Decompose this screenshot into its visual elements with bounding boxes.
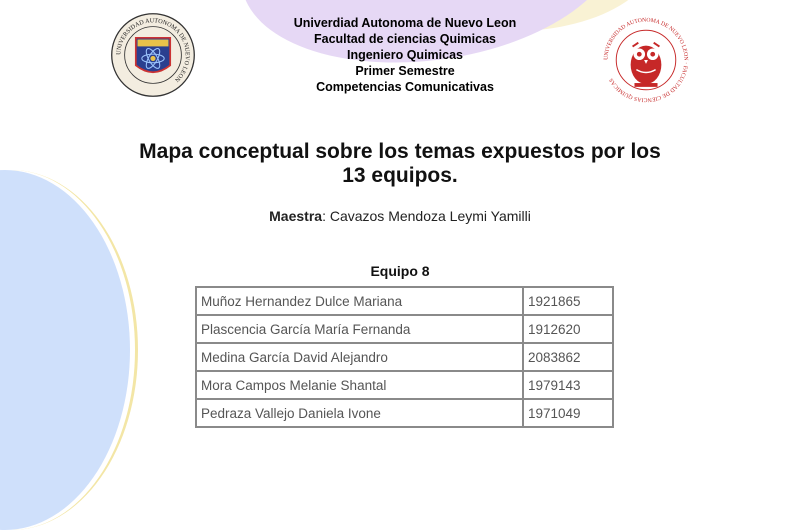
member-id-cell: 1921865 [523,287,613,315]
table-row [196,287,613,315]
table-row [196,371,613,399]
member-id-cell: 2083862 [523,343,613,371]
program-name: Ingeniero Quimicas [346,48,463,62]
member-name-cell: Mora Campos Melanie Shantal [196,371,523,399]
member-id-cell: 1912620 [523,315,613,343]
uanl-seal-text: UNIVERSIDAD AUTONOMA DE NUEVO LEON [115,17,191,84]
uanl-seal-icon [110,12,196,98]
institution-header [230,15,580,95]
member-name-cell: Medina García David Alejandro [196,343,523,371]
table-row [196,343,613,371]
title-line-2: 13 equipos. [342,164,458,187]
faculty-name: Facultad de ciencias Quimicas [313,32,497,46]
teacher-line [150,208,650,224]
fcq-seal-text: UNIVERSIDAD AUTONOMA DE NUEVO LEON · FACULTAD DE CIENCIAS QUIMICAS [603,17,689,103]
semester: Primer Semestre [355,64,455,78]
member-name-cell: Plascencia García María Fernanda [196,315,523,343]
fcq-owl-icon [598,12,694,108]
member-name-cell: Muñoz Hernandez Dulce Mariana [196,287,523,315]
title-line-1: Mapa conceptual sobre los temas expuestos por los [139,140,661,163]
member-id-cell: 1979143 [523,371,613,399]
teacher-name: : Cavazos Mendoza Leymi Yamilli [322,208,531,224]
teacher-label: Maestra [269,208,323,224]
table-row [196,315,613,343]
table-row [196,399,613,427]
page-title [80,140,720,188]
course-name: Competencias Comunicativas [316,80,494,94]
member-id-cell: 1971049 [523,399,613,427]
decorative-blob-edge [0,170,138,530]
university-name: Univerdiad Autonoma de Nuevo Leon [293,16,517,30]
team-label: Equipo 8 [370,263,430,279]
team-members-table [195,286,614,428]
member-name-cell: Pedraza Vallejo Daniela Ivone [196,399,523,427]
